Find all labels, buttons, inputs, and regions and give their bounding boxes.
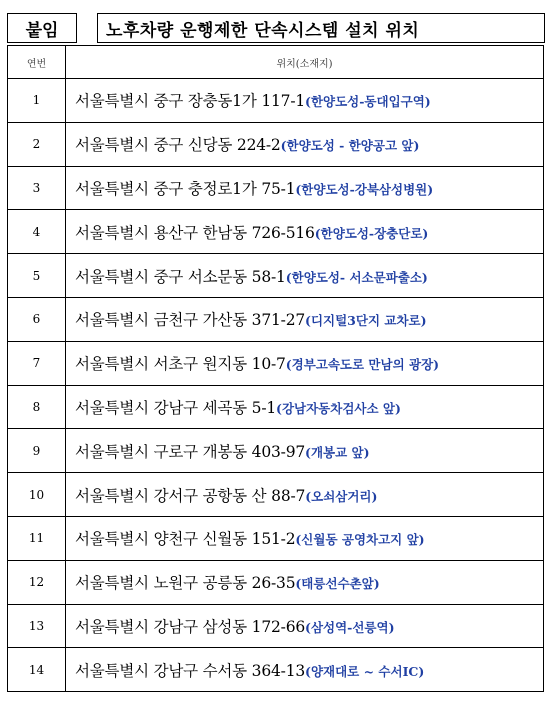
column-header-location: 위치(소재지)	[66, 46, 544, 79]
row-number: 12	[8, 560, 66, 604]
location-address: 서울특별시 양천구 신월동 151-2	[75, 530, 296, 549]
table-row	[8, 648, 544, 692]
row-number: 10	[8, 473, 66, 517]
row-number: 14	[8, 648, 66, 692]
location-landmark-note: (디지털3단지 교차로)	[305, 313, 427, 329]
location-landmark-note: (삼성역-선릉역)	[305, 619, 395, 635]
location-landmark-note: (경부고속도로 만남의 광장)	[285, 357, 440, 373]
row-number: 5	[8, 254, 66, 298]
location-address: 서울특별시 서초구 원지동 10-7	[75, 355, 286, 374]
row-location	[66, 604, 544, 648]
location-address: 서울특별시 강남구 세곡동 5-1	[75, 398, 277, 417]
row-location	[66, 210, 544, 254]
table-row	[8, 297, 544, 341]
location-address: 서울특별시 중구 서소문동 58-1	[75, 267, 286, 286]
row-location	[66, 166, 544, 210]
row-location	[66, 560, 544, 604]
row-location	[66, 297, 544, 341]
table-row	[8, 385, 544, 429]
row-location	[66, 516, 544, 560]
row-number: 13	[8, 604, 66, 648]
table-row	[8, 254, 544, 298]
location-address: 서울특별시 중구 신당동 224-2	[75, 136, 281, 155]
location-address: 서울특별시 강남구 수서동 364-13	[75, 661, 306, 680]
location-landmark-note: (양재대로 ~ 수서IC)	[305, 663, 425, 679]
row-number: 11	[8, 516, 66, 560]
location-landmark-note: (신월동 공영차고지 앞)	[295, 532, 425, 548]
table-row	[8, 122, 544, 166]
row-number: 9	[8, 429, 66, 473]
row-number: 3	[8, 166, 66, 210]
location-landmark-note: (한양도성- 서소문파출소)	[285, 269, 428, 285]
location-address: 서울특별시 구로구 개봉동 403-97	[75, 442, 306, 461]
row-number: 1	[8, 79, 66, 123]
attachment-tag: 붙임	[7, 13, 77, 43]
location-address: 서울특별시 강남구 삼성동 172-66	[75, 617, 306, 636]
location-address: 서울특별시 금천구 가산동 371-27	[75, 311, 306, 330]
location-landmark-note: (한양도성-동대입구역)	[305, 94, 431, 110]
location-landmark-note: (태릉선수촌앞)	[295, 576, 380, 592]
row-location	[66, 79, 544, 123]
location-address: 서울특별시 노원구 공릉동 26-35	[75, 574, 296, 593]
column-header-number: 연번	[8, 46, 66, 79]
table-row	[8, 341, 544, 385]
row-number: 7	[8, 341, 66, 385]
row-location	[66, 341, 544, 385]
row-location	[66, 385, 544, 429]
table-row	[8, 516, 544, 560]
table-row	[8, 166, 544, 210]
table-row	[8, 210, 544, 254]
table-row	[8, 560, 544, 604]
table-body	[8, 79, 544, 692]
location-landmark-note: (오쇠삼거리)	[305, 488, 378, 504]
row-location	[66, 254, 544, 298]
row-number: 4	[8, 210, 66, 254]
row-number: 8	[8, 385, 66, 429]
row-number: 2	[8, 122, 66, 166]
row-location	[66, 648, 544, 692]
table-row	[8, 473, 544, 517]
location-landmark-note: (한양도성 - 한양공고 앞)	[280, 138, 420, 154]
row-number: 6	[8, 297, 66, 341]
document-header	[7, 13, 545, 43]
location-address: 서울특별시 용산구 한남동 726-516	[75, 223, 315, 242]
row-location	[66, 429, 544, 473]
row-location	[66, 122, 544, 166]
location-address: 서울특별시 중구 충정로1가 75-1	[75, 179, 296, 198]
table-header-row	[8, 46, 544, 79]
table-row	[8, 79, 544, 123]
location-address: 서울특별시 중구 장충동1가 117-1	[75, 92, 306, 111]
location-landmark-note: (개봉교 앞)	[305, 444, 370, 460]
row-location	[66, 473, 544, 517]
table-row	[8, 604, 544, 648]
location-landmark-note: (한양도성-강북삼성병원)	[295, 181, 434, 197]
location-address: 서울특별시 강서구 공항동 산 88-7	[75, 486, 306, 505]
location-table	[7, 45, 544, 692]
location-landmark-note: (한양도성-장충단로)	[314, 225, 429, 241]
document-title: 노후차량 운행제한 단속시스템 설치 위치	[97, 13, 545, 43]
table-row	[8, 429, 544, 473]
location-landmark-note: (강남자동차검사소 앞)	[276, 400, 401, 416]
